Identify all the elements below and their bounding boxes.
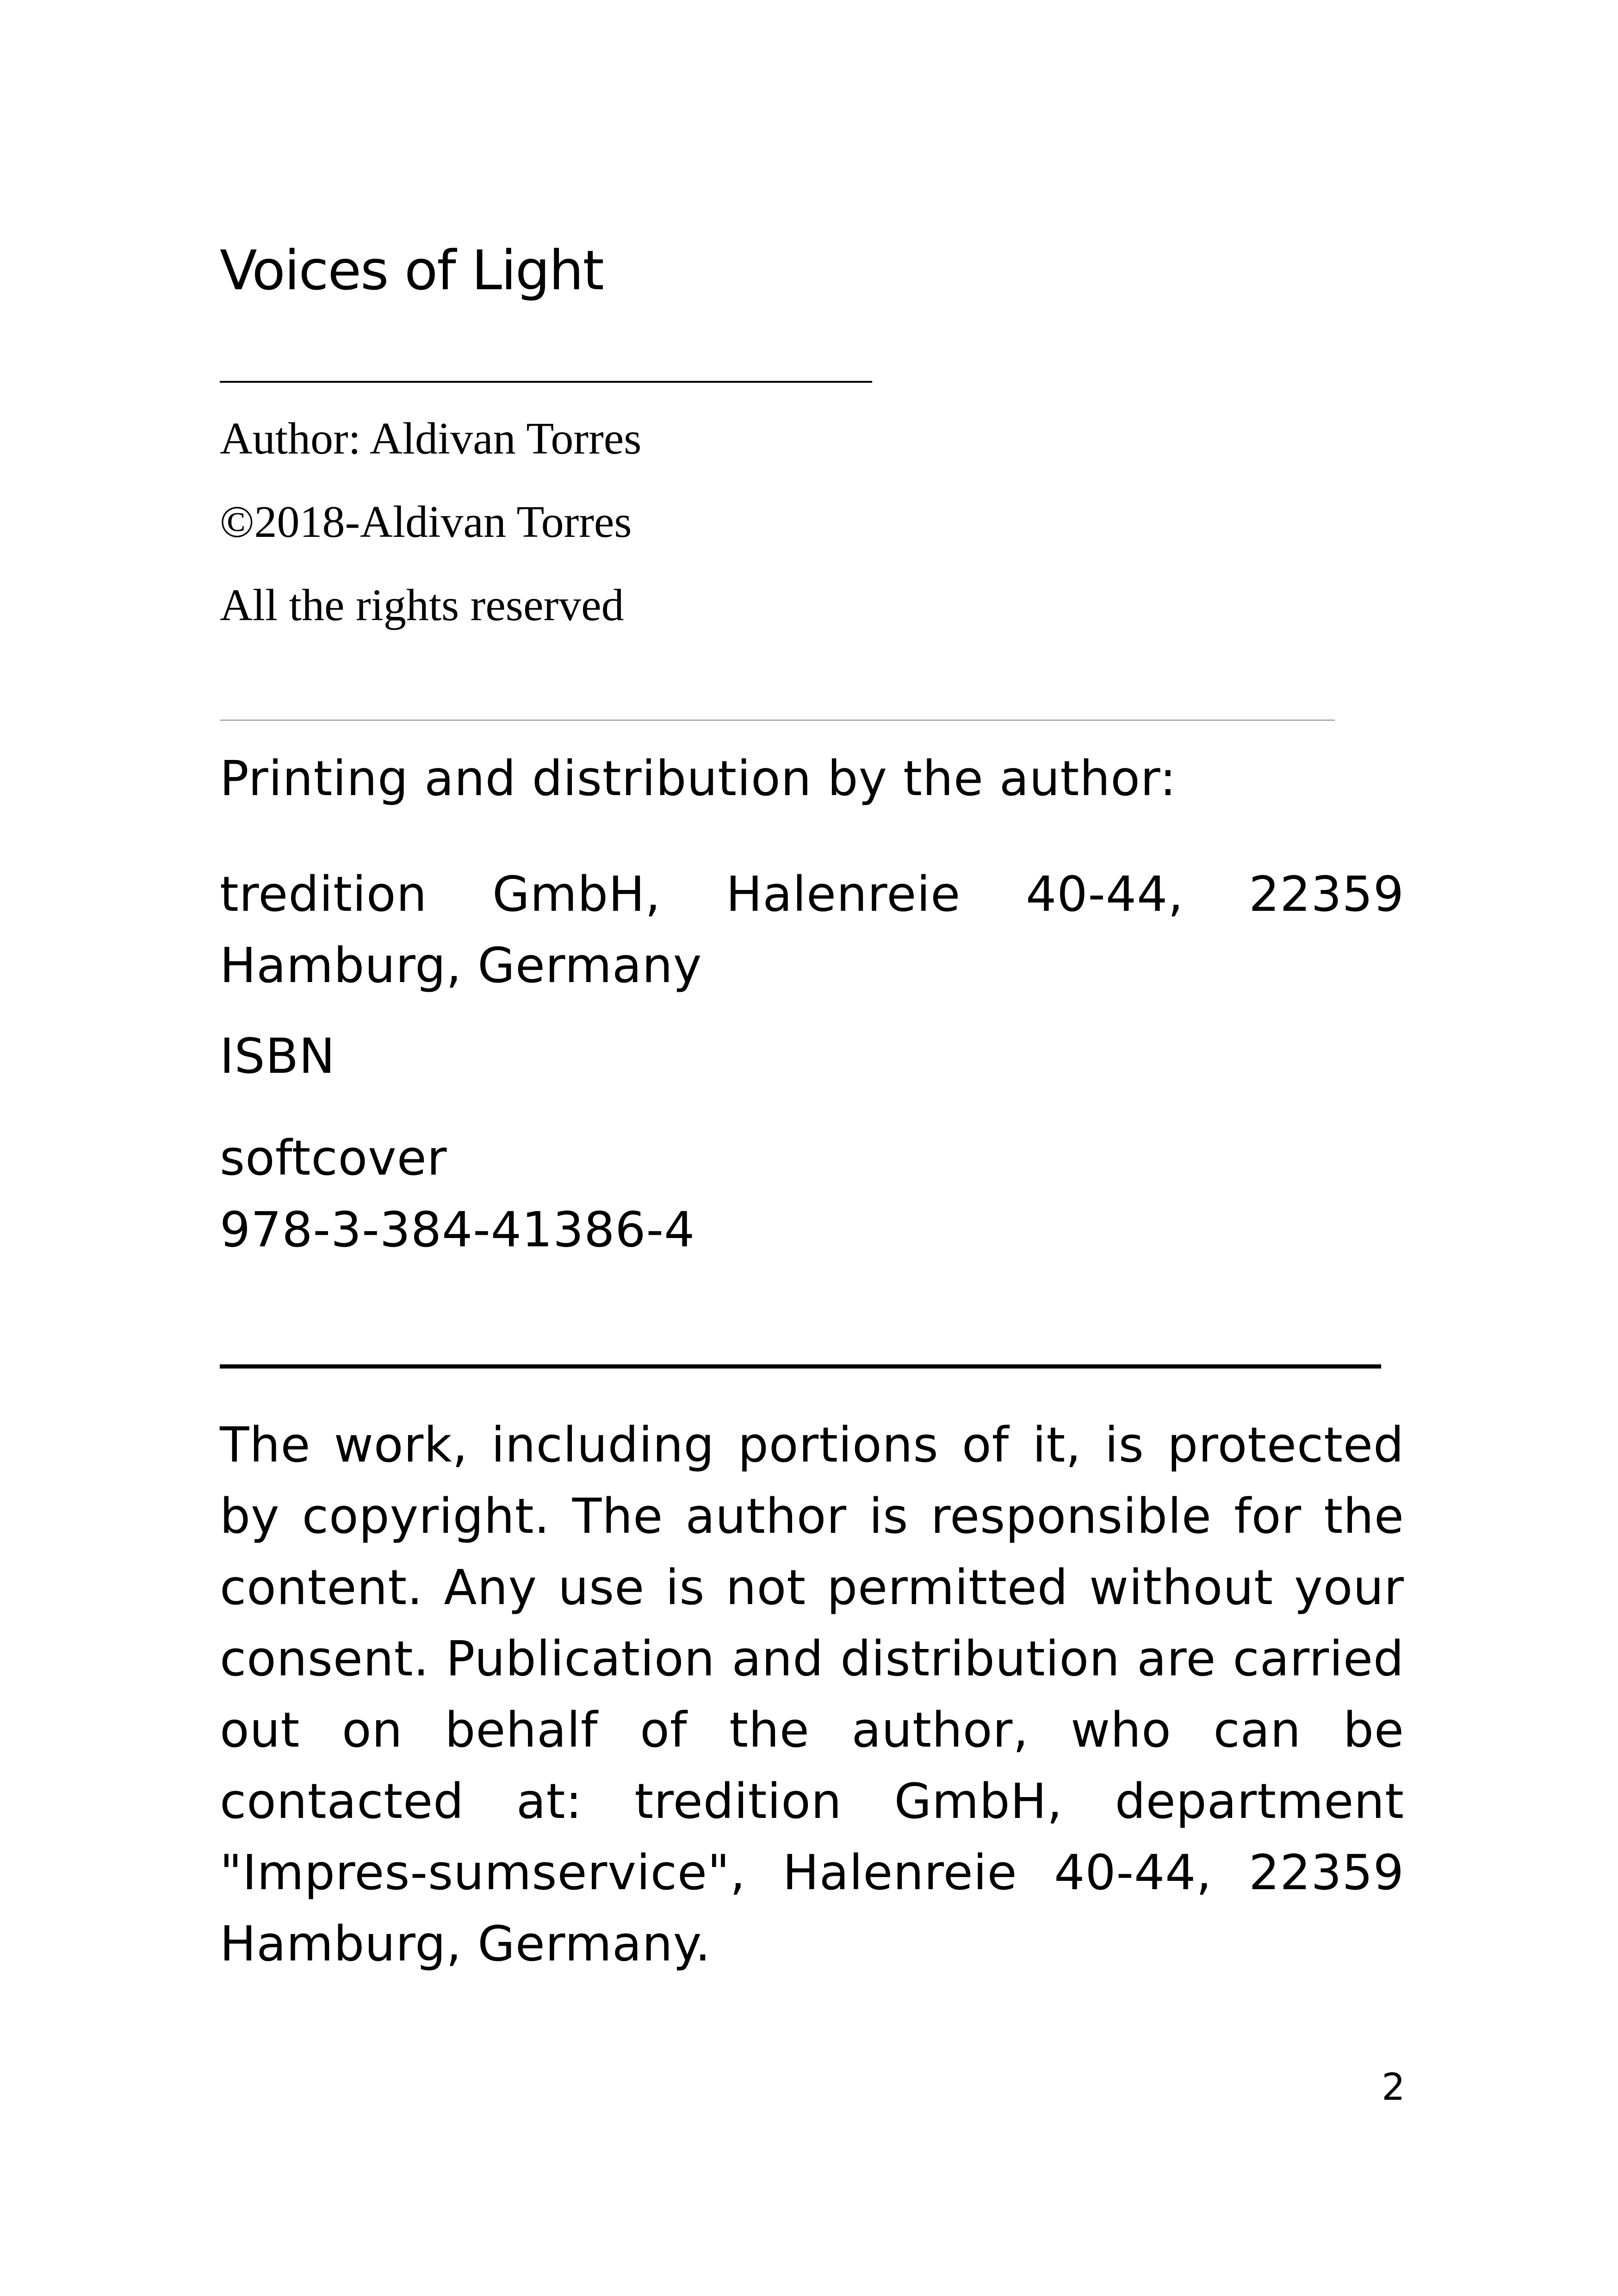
author-line: Author: Aldivan Torres (220, 414, 642, 464)
legal-divider (220, 1364, 1381, 1369)
publisher-address: tredition GmbH, Halenreie 40-44, 22359 Hamburg, Germany (220, 866, 1404, 994)
isbn-number: 978-3-384-41386-4 (220, 1201, 695, 1258)
copyright-line: ©2018-Aldivan Torres (220, 497, 632, 547)
legal-notice: The work, including portions of it, is protected by copyright. The author is responsible for the content. Any use is not permitted without your consent. Publication and distribution are carried out on behalf of the author, who can be contacted at: tredition GmbH, department "Impres-sumservice", Halenreie 40-44, 22359 Hamburg, Germany. (220, 1417, 1404, 1972)
isbn-label: ISBN (220, 1028, 335, 1084)
title-divider (220, 381, 872, 383)
section-divider (220, 720, 1335, 721)
format-label: softcover (220, 1130, 447, 1186)
printing-heading: Printing and distribution by the author: (220, 750, 1177, 807)
book-title: Voices of Light (220, 238, 603, 302)
page-number: 2 (1382, 2066, 1405, 2109)
rights-line: All the rights reserved (220, 580, 624, 630)
